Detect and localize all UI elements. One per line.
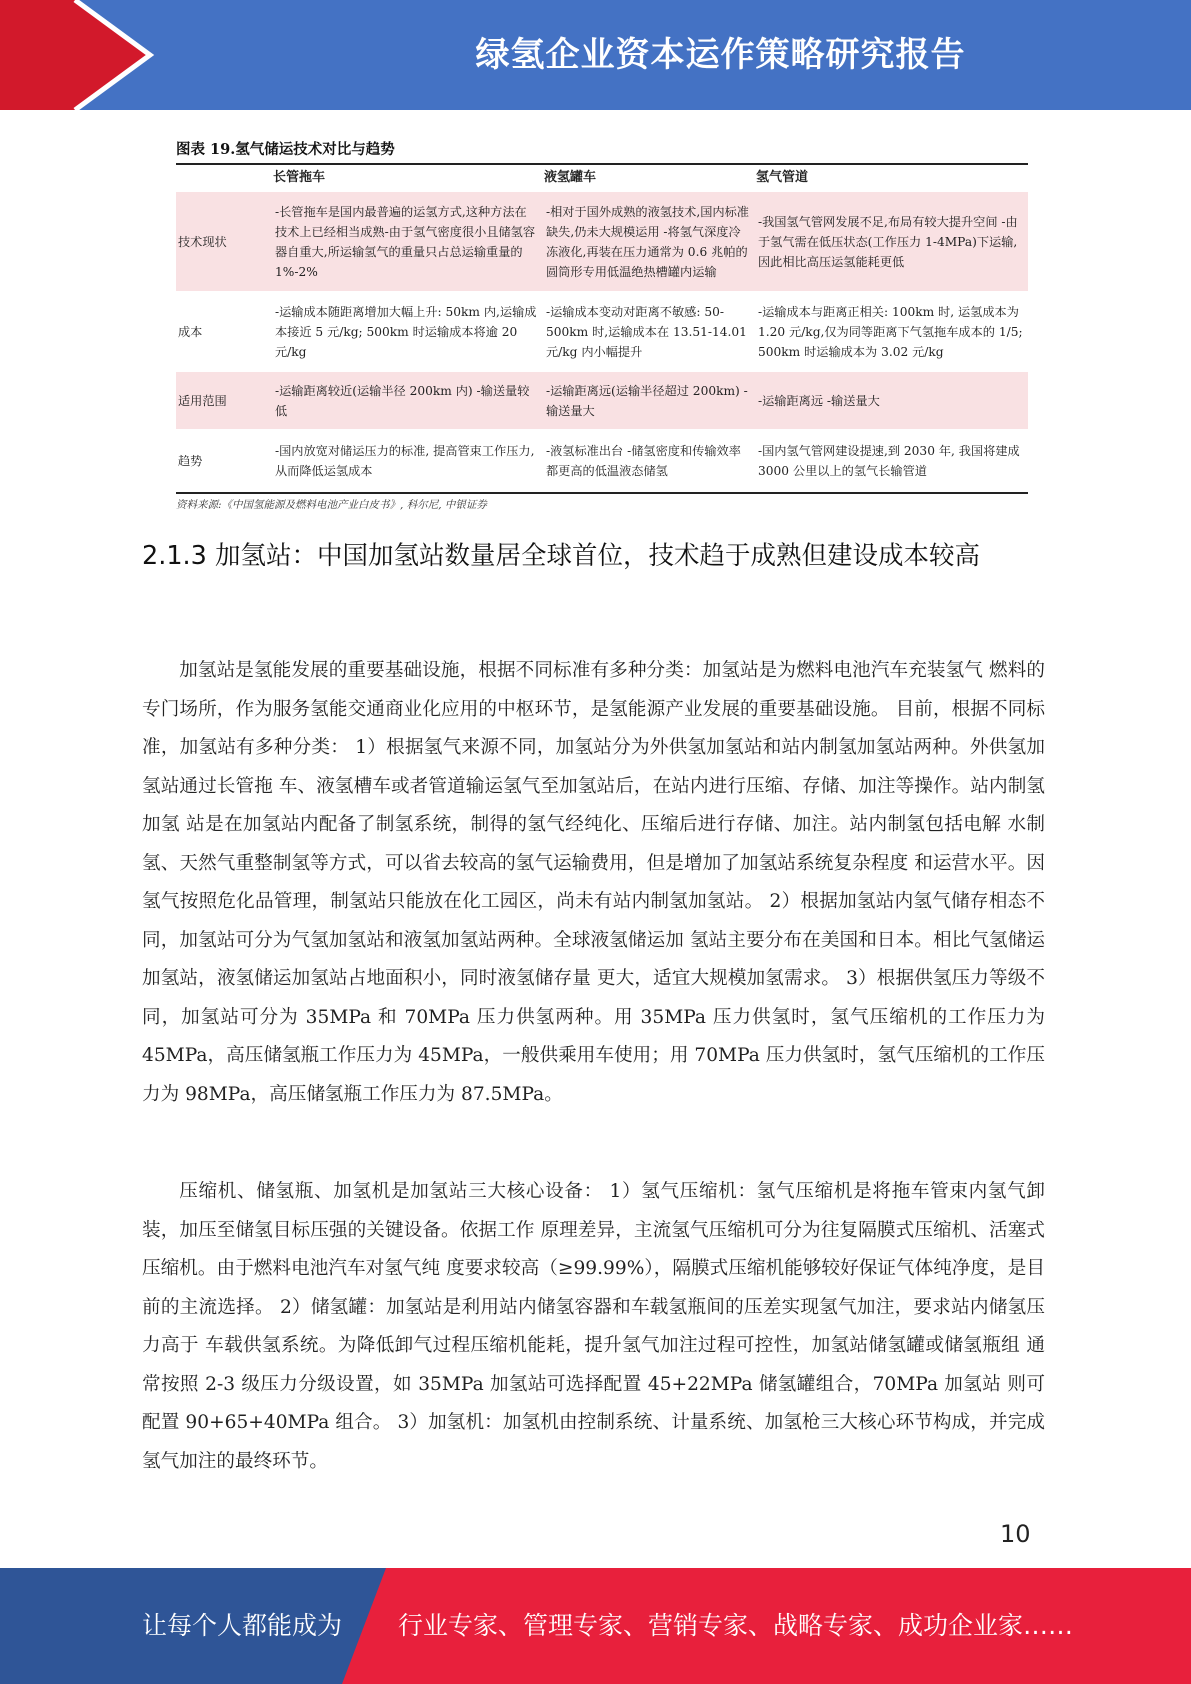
table-cell: -运输距离较近(运输半径 200km 内) -输送量较低 <box>271 372 542 430</box>
figure-source: 资料来源:《中国氢能源及燃料电池产业白皮书》, 科尔尼, 中银证券 <box>176 498 487 511</box>
table-cell: -国内氢气管网建设提速,到 2030 年, 我国将建成 3000 公里以上的氢气长输管道 <box>754 430 1028 492</box>
table-cell: -运输成本与距离正相关: 100km 时, 运氢成本为 1.20 元/kg,仅为同等距离下气氢拖车成本的 1/5; 500km 时运输成本为 3.02 元/kg <box>754 292 1028 372</box>
body-paragraph: 加氢站是氢能发展的重要基础设施，根据不同标准有多种分类：加氢站是为燃料电池汽车充装氢气 燃料的专门场所，作为服务氢能交通商业化应用的中枢环节，是氢能源产业发展的重要基础设施。 目前，根据不同标准，加氢站有多种分类： 1）根据氢气来源不同，加氢站分为外供氢加氢站和站内制氢加氢站两种。外供氢加氢站通过长管拖 车、液氢槽车或者管道输运氢气至加氢站后，在站内进行压缩、存储、加注等操作。站内制氢加氢 站是在加氢站内配备了制氢系统，制得的氢气经纯化、压缩后进行存储、加注。站内制氢包括电解 水制氢、天然气重整制氢等方式，可以省去较高的氢气运输费用，但是增加了加氢站系统复杂程度 和运营水平。因氢气按照危化品管理，制氢站只能放在化工园区，尚未有站内制氢加氢站。 2）根据加氢站内氢气储存相态不同，加氢站可分为气氢加氢站和液氢加氢站两种。全球液氢储运加 氢站主要分布在美国和日本。相比气氢储运加氢站，液氢储运加氢站占地面积小，同时液氢储存量 更大，适宜大规模加氢需求。 3）根据供氢压力等级不同，加氢站可分为 35MPa 和 70MPa 压力供氢两种。用 35MPa 压力供氢时，氢气压缩机的工作压力为 45MPa，高压储氢瓶工作压力为 45MPa，一般供乘用车使用；用 70MPa 压力供氢时，氢气压缩机的工作压力为 98MPa，高压储氢瓶工作压力为 87.5MPa。 <box>142 660 1045 1105</box>
table-cell: -长管拖车是国内最普遍的运氢方式,这种方法在技术上已经相当成熟-由于氢气密度很小且储氢容器自重大,所运输氢气的重量只占总运输重量的 1%-2% <box>271 192 542 292</box>
body-paragraph: 压缩机、储氢瓶、加氢机是加氢站三大核心设备： 1）氢气压缩机：氢气压缩机是将拖车管束内氢气卸装，加压至储氢目标压强的关键设备。依据工作 原理差异，主流氢气压缩机可分为往复隔膜式压缩机、活塞式压缩机。由于燃料电池汽车对氢气纯 度要求较高（≥99.99%），隔膜式压缩机能够较好保证气体纯净度，是目前的主流选择。 2）储氢罐：加氢站是利用站内储氢容器和车载氢瓶间的压差实现氢气加注，要求站内储氢压力高于 车载供氢系统。为降低卸气过程压缩机能耗，提升氢气加注过程可控性，加氢站储氢罐或储氢瓶组 通常按照 2-3 级压力分级设置，如 35MPa 加氢站可选择配置 45+22MPa 储氢罐组合，70MPa 加氢站 则可配置 90+65+40MPa 组合。 3）加氢机：加氢机由控制系统、计量系统、加氢枪三大核心环节构成，并完成氢气加注的最终环节。 <box>142 1181 1045 1472</box>
page-number: 10 <box>1000 1520 1031 1548</box>
table-row <box>176 372 1028 430</box>
page-footer <box>0 1568 1191 1684</box>
table-header-row <box>176 165 1028 192</box>
table-cell: -相对于国外成熟的液氢技术,国内标准缺失,仍未大规模运用 -将氢气深度冷冻液化,再装在压力通常为 0.6 兆帕的圆筒形专用低温绝热槽罐内运输 <box>542 192 754 292</box>
table-cell: -液氢标准出台 -储氢密度和传输效率都更高的低温液态储氢 <box>542 430 754 492</box>
table-header-cell <box>176 165 271 192</box>
footer-slogan-left: 让每个人都能成为 <box>142 1611 343 1640</box>
page-header <box>0 0 1191 110</box>
table-cell: -运输成本变动对距离不敏感: 50-500km 时,运输成本在 13.51-14.01 元/kg 内小幅提升 <box>542 292 754 372</box>
table-cell: -运输距离远 -输送量大 <box>754 372 1028 430</box>
row-label: 技术现状 <box>176 192 271 292</box>
storage-comparison-table <box>176 165 1028 492</box>
table-cell: -运输成本随距离增加大幅上升: 50km 内,运输成本接近 5 元/kg; 500km 时运输成本将逾 20 元/kg <box>271 292 542 372</box>
table-cell: -国内放宽对储运压力的标准, 提高管束工作压力,从而降低运氢成本 <box>271 430 542 492</box>
table-row <box>176 192 1028 292</box>
table-header-cell: 液氢罐车 <box>544 170 597 185</box>
storage-comparison-figure <box>176 138 1028 512</box>
row-label: 适用范围 <box>176 372 271 430</box>
table-cell: -我国氢气管网发展不足,布局有较大提升空间 -由于氢气需在低压状态(工作压力 1-4MPa)下运输,因此相比高压运氢能耗更低 <box>754 192 1028 292</box>
row-label: 成本 <box>176 292 271 372</box>
table-row <box>176 292 1028 372</box>
figure-title: 图表 19.氢气储运技术对比与趋势 <box>176 138 1028 165</box>
table-header-cell: 长管拖车 <box>273 170 326 185</box>
table-cell: -运输距离远(运输半径超过 200km) -输送量大 <box>542 372 754 430</box>
table-header-cell: 氢气管道 <box>756 170 809 185</box>
section-heading: 2.1.3 加氢站：中国加氢站数量居全球首位，技术趋于成熟但建设成本较高 <box>142 541 980 571</box>
footer-slogan-right: 行业专家、管理专家、营销专家、战略专家、成功企业家…… <box>398 1611 1074 1640</box>
table-row <box>176 430 1028 492</box>
document-title: 绿氢企业资本运作策略研究报告 <box>475 35 966 75</box>
row-label: 趋势 <box>176 430 271 492</box>
